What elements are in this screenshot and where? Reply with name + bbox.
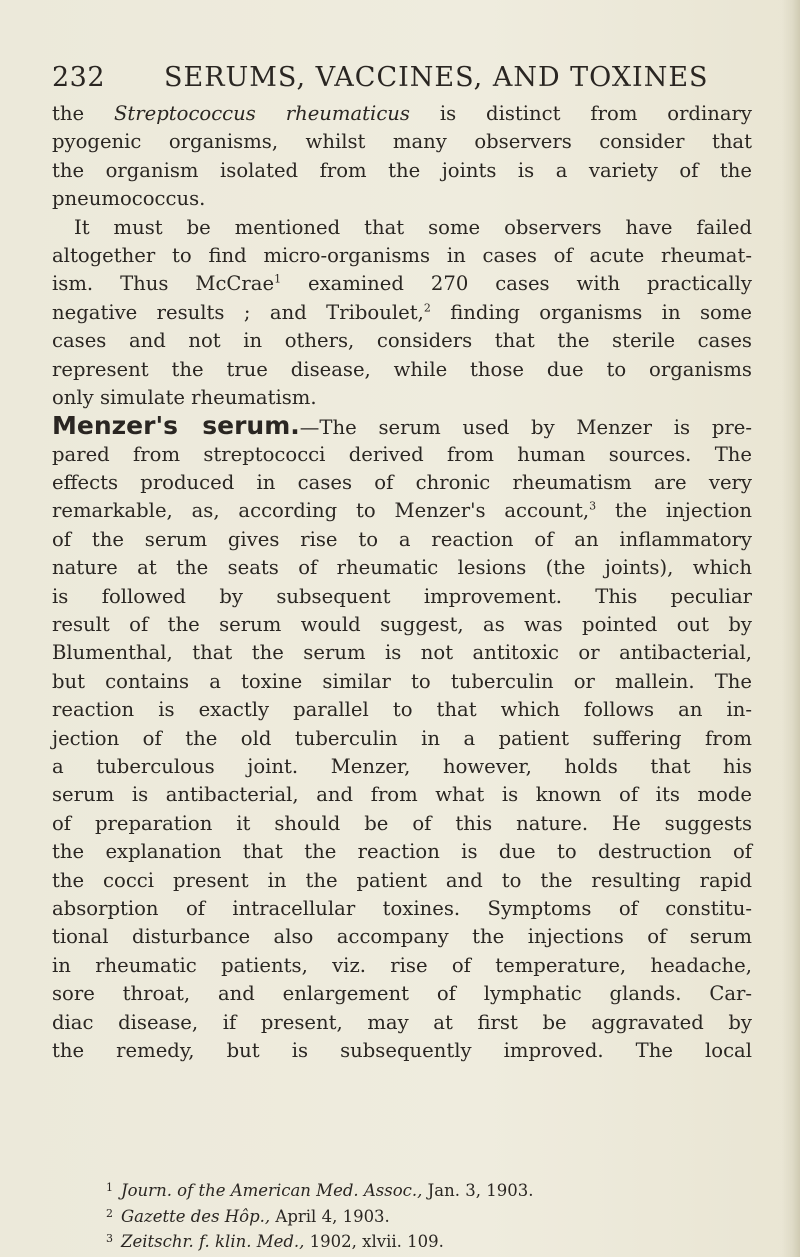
footnote-ref: 3 — [589, 499, 597, 513]
text-line: Blumenthal, that the serum is not antitoxic or antibacterial, — [52, 641, 752, 665]
footnote: $^1$ Journ. of the American Med. Assoc., Jan. 3, 1903. — [106, 1181, 534, 1200]
footnotes — [106, 1177, 746, 1254]
body-text — [52, 100, 752, 1065]
text-line: negative results ; and Triboulet,$^2$ finding organisms in some — [52, 300, 753, 324]
text-line: serum is antibacterial, and from what is known of its mode — [52, 783, 752, 807]
text-line: reaction is exactly parallel to that which follows an in- — [52, 698, 752, 722]
text-line: remarkable, as, according to Menzer's account,$^3$ the injection — [52, 499, 752, 523]
section-heading: Menzer's serum. — [52, 411, 300, 441]
footnote-mark: 3 — [106, 1232, 113, 1245]
text-line: of preparation it should be of this nature. He suggests — [52, 811, 752, 835]
text-line: pared from streptococci derived from human sources. The — [52, 442, 752, 466]
text-line: the Streptococcus rheumaticus is distinct from ordinary — [52, 102, 752, 125]
page-edge-shadow — [782, 0, 800, 1257]
text-line: pneumococcus. — [52, 187, 206, 211]
text-line: the cocci present in the patient and to the resulting rapid — [52, 868, 752, 892]
text-line: the explanation that the reaction is due to destruction of — [52, 840, 752, 864]
page-header — [52, 62, 752, 102]
text-line: effects produced in cases of chronic rheumatism are very — [52, 471, 752, 495]
text-line: of the serum gives rise to a reaction of an inflammatory — [52, 527, 752, 551]
text-line: in rheumatic patients, viz. rise of temperature, headache, — [52, 953, 752, 977]
text-line: but contains a toxine similar to tuberculin or mallein. The — [52, 669, 752, 693]
footnote-mark: 1 — [106, 1181, 113, 1194]
text-line: Menzer's serum.—The serum used by Menzer is pre- — [52, 411, 752, 441]
text-line: result of the serum would suggest, as was pointed out by — [52, 613, 752, 637]
text-line: ism. Thus McCrae$^1$ examined 270 cases with practically — [52, 272, 752, 296]
footnote: $^2$ Gazette des Hôp., April 4, 1903. — [106, 1206, 390, 1226]
text-line: It must be mentioned that some observers have failed — [74, 215, 752, 239]
species-name: Streptococcus rheumaticus — [113, 102, 410, 125]
text-line: absorption of intracellular toxines. Symptoms of constitu- — [52, 896, 752, 920]
text-line: is followed by subsequent improvement. This peculiar — [52, 584, 752, 608]
text-line: a tuberculous joint. Menzer, however, holds that his — [52, 754, 752, 778]
text-line: the remedy, but is subsequently improved. The local — [52, 1038, 752, 1062]
running-head: SERUMS, VACCINES, AND TOXINES — [164, 62, 709, 93]
text-line: jection of the old tuberculin in a patient suffering from — [52, 726, 752, 750]
text-line: sore throat, and enlargement of lymphatic glands. Car- — [52, 982, 752, 1006]
text-line: tional disturbance also accompany the injections of serum — [52, 925, 752, 949]
footnote-mark: 2 — [106, 1206, 113, 1220]
footnote: $^3$ Zeitschr. f. klin. Med., 1902, xlvii. 109. — [106, 1232, 444, 1251]
text-line: the organism isolated from the joints is a variety of the — [52, 158, 752, 182]
footnote-ref: 1 — [274, 272, 282, 286]
page-number: 232 — [52, 62, 106, 93]
text-line: represent the true disease, while those due to organisms — [52, 357, 752, 381]
text-line: pyogenic organisms, whilst many observers consider that — [52, 130, 752, 154]
text-line: only simulate rheumatism. — [52, 385, 317, 409]
text-line: nature at the seats of rheumatic lesions (the joints), which — [52, 556, 752, 580]
text-line: altogether to find micro-organisms in cases of acute rheumat- — [52, 243, 752, 267]
text-line: cases and not in others, considers that the sterile cases — [52, 329, 752, 353]
footnote-ref: 2 — [423, 301, 431, 315]
text-line: diac disease, if present, may at first be aggravated by — [52, 1010, 752, 1034]
